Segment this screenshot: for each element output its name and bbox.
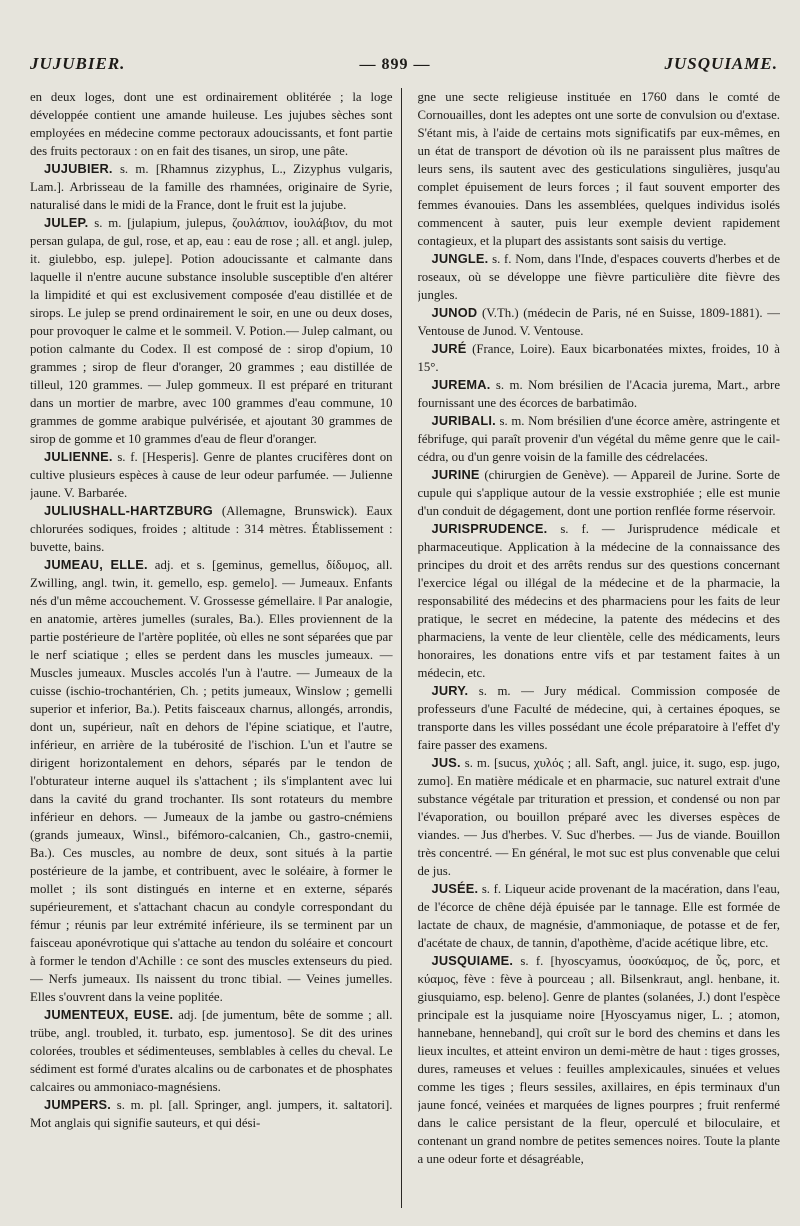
entry-text: s. m. Nom brésilien de l'Acacia jurema, Mart., arbre fournissant une des écorces de barbatimâo. xyxy=(417,378,780,410)
entry-text: s. m. pl. [all. Springer, angl. jumpers, it. saltatori]. Mot anglais qui signifie sauteurs, et qui dési- xyxy=(30,1098,393,1130)
entry-headword: JURISPRUDENCE. xyxy=(431,521,548,536)
entry-text: s. f. Liqueur acide provenant de la macération, dans l'eau, de l'écorce de chêne déjà épuisée par le tannage. Elle est formée de lactate de chaux, de magnésie, d'ammoniaque, de potasse et de fer, d'acétate de chaux, de tannin, d'apothème, d'acide acétique libre, etc. xyxy=(417,882,780,950)
entry-text: s. f. Nom, dans l'Inde, d'espaces couverts d'herbes et de roseaux, où se développe une fièvre particulière dite fièvre des jungles. xyxy=(417,252,780,302)
dictionary-entry xyxy=(30,1096,393,1132)
dictionary-entry xyxy=(418,952,781,1168)
entry-text: s. m. [Rhamnus zizyphus, L., Zizyphus vulgaris, Lam.]. Arbrisseau de la famille des rhamnées, originaire de Syrie, naturalisé dans le midi de la France, dont le fruit est la jujube. xyxy=(30,162,393,212)
text-columns xyxy=(30,88,780,1208)
entry-text: s. m. Nom brésilien d'une écorce amère, astringente et fébrifuge, qui paraît provenir d'un végétal du même genre que le cail-cédra, ou d'un genre voisin de la famille des cédrelacées. xyxy=(417,414,780,464)
entry-headword: JUSQUIAME. xyxy=(431,953,514,968)
page-number: — 899 — xyxy=(359,56,431,73)
running-head xyxy=(30,54,778,84)
entry-text: s. m. [sucus, χυλός ; all. Saft, angl. juice, it. sugo, esp. jugo, zumo]. En matière médicale et en pharmacie, suc naturel extrait d'une substance végétale par trituration et pression, et condensé ou non par l'évaporation, ou bouillon préparé avec les diverses espèces de viandes. — Jus d'herbes. V. Suc d'herbes. — Jus de viande. Bouillon très concentré. — En général, le mot suc est plus convenable que celui de jus. xyxy=(417,756,780,878)
entry-text: (France, Loire). Eaux bicarbonatées mixtes, froides, 10 à 15°. xyxy=(417,342,780,374)
header-right-guideword: JUSQUIAME. xyxy=(664,54,778,73)
entry-text: s. m. [julapium, julepus, ζουλάπιον, ἰουλάβιον, du mot persan gulapa, de gul, rose, et ap, eau : eau de rose ; all. et angl. julep, it. giulebbo, esp. julepe]. Potion adoucissante et calmante dans laquelle il n'entre aucune substance insoluble susceptible d'en altérer la limpidité et qui est exclusivement composée d'eau distillée et de sirops. Le julep se prend ordinairement le soir, en une ou deux doses, pour provoquer le calme et le sommeil. V. Potion.— Julep calmant, ou potion calmante du Codex. Il est composé de : sirop d'opium, 10 grammes ; sirop de fleur d'oranger, 20 grammes ; eau distillée de tilleul, 120 grammes. — Julep gommeux. Il est préparé en triturant dans un mortier de marbre, avec 100 grammes d'eau commune, 10 grammes de gomme arabique pulvérisée, et ajoutant 30 grammes de sirop de gomme et 10 grammes d'eau de fleur d'oranger. xyxy=(30,216,393,446)
entry-headword: JURINE xyxy=(431,467,480,482)
entry-headword: JUMEAU, ELLE. xyxy=(44,557,148,572)
entry-text: s. f. [Hesperis]. Genre de plantes crucifères dont on cultive plusieurs espèces à cause de leur odeur parfumée. — Julienne jaune. V. Barbarée. xyxy=(30,450,393,500)
dictionary-entry xyxy=(418,754,781,880)
dictionary-entry xyxy=(418,466,781,520)
entry-text: s. f. — Jurisprudence médicale et pharmaceutique. Application à la médecine de la connaissance des principes du droit et des arrêts rendus sur des questions concernant l'exercice légal ou illégal de la médecine et de la pharmacie, la responsabilité des médecins et des pharmaciens pour les faits de leur pratique, le secret en médecine, la patente des médecins et des pharmaciens, la vente de leur clientèle, celle des médicaments, leurs honoraires, les donations entre vifs et par testament faites à un médecin, etc. xyxy=(417,522,780,680)
dictionary-entry xyxy=(418,682,781,754)
entry-headword: JUS. xyxy=(431,755,461,770)
dictionary-entry xyxy=(418,304,781,340)
entry-text: gne une secte religieuse instituée en 1760 dans le comté de Cornouailles, dont les adeptes ont une sorte de convulsion ou d'extase. S'étant mis, à l'aide de certains mots significatifs par eux-mêmes, en un état de transport de dévotion où ils ne paraissent plus maîtres de leurs sens, ils sautent avec des gesticulations singulières, jusqu'au complet épuisement de leurs forces ; il faut souvent emporter des femmes évanouies. Dans les assemblées, quelques individus isolés commencent à sauter, puis leur exemple devient rapidement contagieux, et la plupart des assistants sont saisis du vertige. xyxy=(417,90,780,248)
dictionary-entry xyxy=(418,376,781,412)
entry-text: adj. [de jumentum, bête de somme ; all. trübe, angl. troubled, it. turbato, esp. jumentoso]. Se dit des urines colorées, troubles et sédimenteuses, semblables à celles du cheval. Le sédiment est formé d'urates alcalins ou de carbonates et de phosphates calcaires ou ammoniaco-magnésiens. xyxy=(30,1008,393,1094)
dictionary-entry xyxy=(418,520,781,682)
entry-headword: JUNGLE. xyxy=(431,251,489,266)
entry-text: s. m. — Jury médical. Commission composée de professeurs d'une Faculté de médecine, qui, à certaines époques, se transporte dans les villes possédant une école préparatoire à l'effet d'y faire passer des examens. xyxy=(417,684,780,752)
dictionary-entry xyxy=(30,448,393,502)
entry-headword: JULEP. xyxy=(44,215,89,230)
dictionary-entry xyxy=(30,556,393,1006)
entry-text: (chirurgien de Genève). — Appareil de Jurine. Sorte de cupule qui s'applique autour de la vessie exstrophiée ; elle est munie d'un conduit de dégagement, dont une portion renflée forme réservoir. xyxy=(417,468,780,518)
dictionary-entry xyxy=(418,880,781,952)
entry-headword: JURIBALI. xyxy=(431,413,496,428)
dictionary-entry xyxy=(30,1006,393,1096)
entry-headword: JURÉ xyxy=(431,341,467,356)
entry-headword: JULIUSHALL-HARTZBURG xyxy=(44,503,213,518)
entry-headword: JUJUBIER. xyxy=(44,161,113,176)
dictionary-entry xyxy=(418,340,781,376)
dictionary-entry xyxy=(418,250,781,304)
entry-headword: JUSÉE. xyxy=(431,881,479,896)
right-column xyxy=(418,88,781,1208)
entry-headword: JUMPERS. xyxy=(44,1097,112,1112)
dictionary-entry xyxy=(30,160,393,214)
entry-continuation xyxy=(418,88,781,250)
left-column xyxy=(30,88,402,1208)
dictionary-entry xyxy=(30,502,393,556)
entry-text: (Allemagne, Brunswick). Eaux chlorurées sodiques, froides ; altitude : 314 mètres. Établissement : buvette, bains. xyxy=(30,504,393,554)
entry-text: (V.Th.) (médecin de Paris, né en Suisse, 1809-1881). — Ventouse de Junod. V. Ventouse. xyxy=(417,306,780,338)
entry-text: s. f. [hyoscyamus, ὑοσκύαμος, de ὗς, porc, et κύαμος, fève : fève à pourceau ; all. Bilsenkraut, angl. henbane, it. giusquiamo, esp. beleno]. Genre de plantes (solanées, J.) dont l'espèce principale est la jusquiame noire [Hyoscyamus niger, L. ; atomon, hannebane, henneband], qui croît sur le bord des chemins et dans les lieux incultes, et atteint environ un demi-mètre de haut : tiges grosses, dures, rameuses et velues : feuilles amplexicaules, sinuées et velues comme les tiges ; fleurs sessiles, axillaires, en épis terminaux d'un jaune foncé, veinées et marquées de lignes pourpres ; fruit renfermé dans le calice persistant de la fleur, operculé et biloculaire, et contenant un grand nombre de petites semences noires. Toute la plante a une odeur forte et désagréable, xyxy=(417,954,780,1166)
header-left-guideword: JUJUBIER. xyxy=(30,54,126,73)
dictionary-entry xyxy=(418,412,781,466)
entry-headword: JUMENTEUX, EUSE. xyxy=(44,1007,174,1022)
entry-headword: JUNOD xyxy=(431,305,478,320)
entry-headword: JURY. xyxy=(431,683,469,698)
dictionary-entry xyxy=(30,214,393,448)
entry-text: en deux loges, dont une est ordinairement oblitérée ; la loge développée contient une amande huileuse. Les jujubes sèches sont employées en médecine comme pectoraux adoucissants, et font partie des fruits pectoraux : on en fait des tisanes, un sirop, une pâte. xyxy=(30,90,393,158)
entry-headword: JUREMA. xyxy=(431,377,491,392)
entry-headword: JULIENNE. xyxy=(44,449,113,464)
entry-continuation xyxy=(30,88,393,160)
entry-text: adj. et s. [geminus, gemellus, δίδυμος, all. Zwilling, angl. twin, it. gemello, esp. gemelo]. — Jumeaux. Enfants nés d'un même accouchement. V. Grossesse gémellaire. ‖ Par analogie, en anatomie, artères jumelles (surales, Ba.). Elles proviennent de la partie postérieure de l'artère poplitée, où elles ne sont séparées que par le nerf sciatique ; elles se perdent dans les muscles jumeaux. — Muscles jumeaux. Muscles accolés l'un à l'autre. — Jumeaux de la cuisse (ischio-trochantérien, Ch. ; petits jumeaux, Winslow ; gemelli superior et inferior, Ba.). Petits faisceaux charnus, allongés, arrondis, dont un, supérieur, naît en dehors de l'épine sciatique, et l'autre, inférieur, en arrière de la tubérosité de l'ischion. L'un et l'autre se dirigent horizontalement en dehors, séparés par le tendon de l'obturateur interne auquel ils s'attachent ; ils s'implantent avec lui dans la cavité du grand trochanter. Ils sont rotateurs du membre inférieur en dehors. — Jumeaux de la jambe ou gastro-cnémiens (grands jumeaux, Winsl., bifémoro-calcanien, Ch., gastro-cnemii, Ba.). Ces muscles, au nombre de deux, sont situés à la partie postérieure de la jambe, et contribuent, avec le soléaire, à former le mollet ; ils sont distingués en interne et en externe, séparés supérieurement, et s'attachant chacun au condyle correspondant du fémur ; réunis par leur extrémité inférieure, ils se terminent par un faisceau aponévrotique qui s'attache au tendon du soléaire et concourt à former le tendon d'Achille : ce sont des muscles extenseurs du pied. — Nerfs jumeaux. Ils naissent du tronc tibial. — Veines jumelles. Elles s'ouvrent dans la veine poplitée. xyxy=(30,558,393,1004)
